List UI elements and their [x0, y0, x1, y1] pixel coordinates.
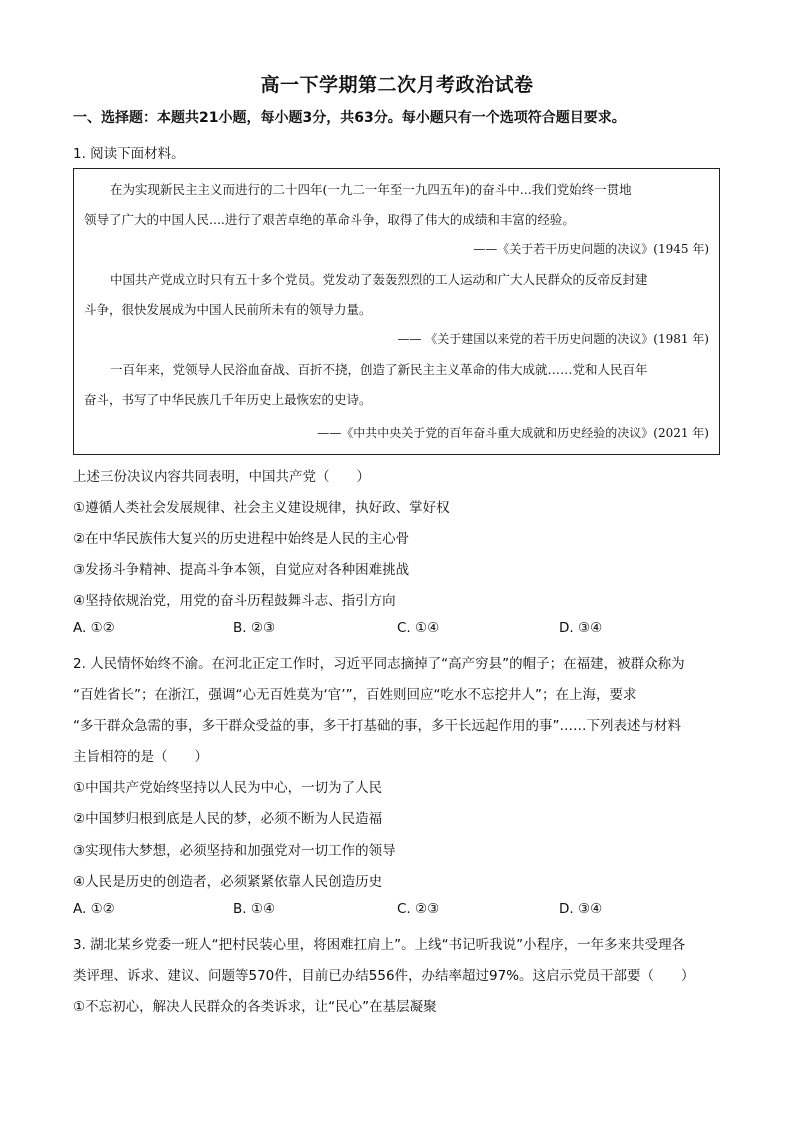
material-p3-line1: 一百年来，党领导人民浴血奋战、百折不挠，创造了新民主主义革命的伟大成就……党和人民百年: [110, 362, 648, 377]
material-p2-line1: 中国共产党成立时只有五十多个党员。党发动了轰轰烈烈的工人运动和广大人民群众的反帝反封建: [110, 272, 648, 287]
q2-option-b[interactable]: B. ①④: [233, 901, 276, 917]
q3-item-1: ①不忘初心，解决人民群众的各类诉求，让“民心”在基层凝聚: [73, 999, 437, 1015]
q2-item-3: ③实现伟大梦想，必须坚持和加强党对一切工作的领导: [73, 843, 396, 859]
q1-item-4: ④坚持依规治党，用党的奋斗历程鼓舞斗志、指引方向: [73, 593, 396, 609]
q2-stem-line4: 主旨相符的是（ ）: [73, 749, 208, 765]
material-p3-source: ——《中共中央关于党的百年奋斗重大成就和历史经验的决议》(2021 年): [317, 426, 709, 440]
material-p2-source: —— 《关于建国以来党的若干历史问题的决议》(1981 年): [397, 332, 709, 346]
exam-title: 高一下学期第二次月考政治试卷: [260, 74, 534, 96]
q1-option-d[interactable]: D. ③④: [559, 620, 603, 636]
q2-stem-line3: “多干群众急需的事，多干群众受益的事，多干打基础的事，多干长远起作用的事”……下列表述与材料: [73, 718, 681, 734]
material-p1-line2: 领导了广大的中国人民....进行了艰苦卓绝的革命斗争，取得了伟大的成绩和丰富的经验。: [84, 212, 575, 227]
q1-material-box: [73, 168, 720, 455]
q2-item-2: ②中国梦归根到底是人民的梦，必须不断为人民造福: [73, 811, 383, 827]
q2-item-4: ④人民是历史的创造者，必须紧紧依靠人民创造历史: [73, 874, 383, 890]
section-heading: 一、选择题：本题共21小题，每小题3分，共63分。每小题只有一个选项符合题目要求。: [73, 110, 626, 126]
q1-option-a[interactable]: A. ①②: [73, 620, 115, 636]
q2-option-d[interactable]: D. ③④: [559, 901, 603, 917]
q1-item-1: ①遵循人类社会发展规律、社会主义建设规律，执好政、掌好权: [73, 500, 450, 516]
q2-option-a[interactable]: A. ①②: [73, 901, 115, 917]
q1-item-3: ③发扬斗争精神、提高斗争本领，自觉应对各种困难挑战: [73, 562, 410, 578]
material-p3-line2: 奋斗，书写了中华民族几千年历史上最恢宏的史诗。: [84, 392, 372, 407]
q1-stem: 1. 阅读下面材料。: [73, 146, 185, 162]
q3-stem-line1: 3. 湖北某乡党委一班人“把村民装心里，将困难扛肩上”。上线“书记听我说”小程序，一年多来共受理各: [73, 937, 686, 953]
q1-option-b[interactable]: B. ②③: [233, 620, 276, 636]
q2-stem-line2: “百姓省长”；在浙江，强调“心无百姓莫为‘官’”，百姓则回应“吃水不忘挖井人”；在上海，要求: [73, 687, 637, 703]
q1-option-c[interactable]: C. ①④: [397, 620, 440, 636]
material-p2-line2: 斗争，很快发展成为中国人民前所未有的领导力量。: [84, 302, 372, 317]
material-p1-line1: 在为实现新民主主义而进行的二十四年(一九二一年至一九四五年)的奋斗中...我们党始终一贯地: [110, 182, 632, 197]
q2-option-c[interactable]: C. ②③: [397, 901, 440, 917]
q1-item-2: ②在中华民族伟大复兴的历史进程中始终是人民的主心骨: [73, 531, 410, 547]
q2-item-1: ①中国共产党始终坚持以人民为中心，一切为了人民: [73, 780, 383, 796]
q2-stem-line1: 2. 人民情怀始终不渝。在河北正定工作时，习近平同志摘掉了“高产穷县”的帽子；在福建，被群众称为: [73, 656, 685, 672]
material-p1-source: ——《关于若干历史问题的决议》(1945 年): [473, 242, 709, 256]
q3-stem-line2: 类评理、诉求、建议、问题等570件，目前已办结556件，办结率超过97%。这启示党员干部要（ ）: [73, 968, 695, 984]
q2-options: [73, 901, 723, 921]
q1-question: 上述三份决议内容共同表明，中国共产党（ ）: [73, 469, 370, 485]
q1-options: [73, 620, 723, 640]
